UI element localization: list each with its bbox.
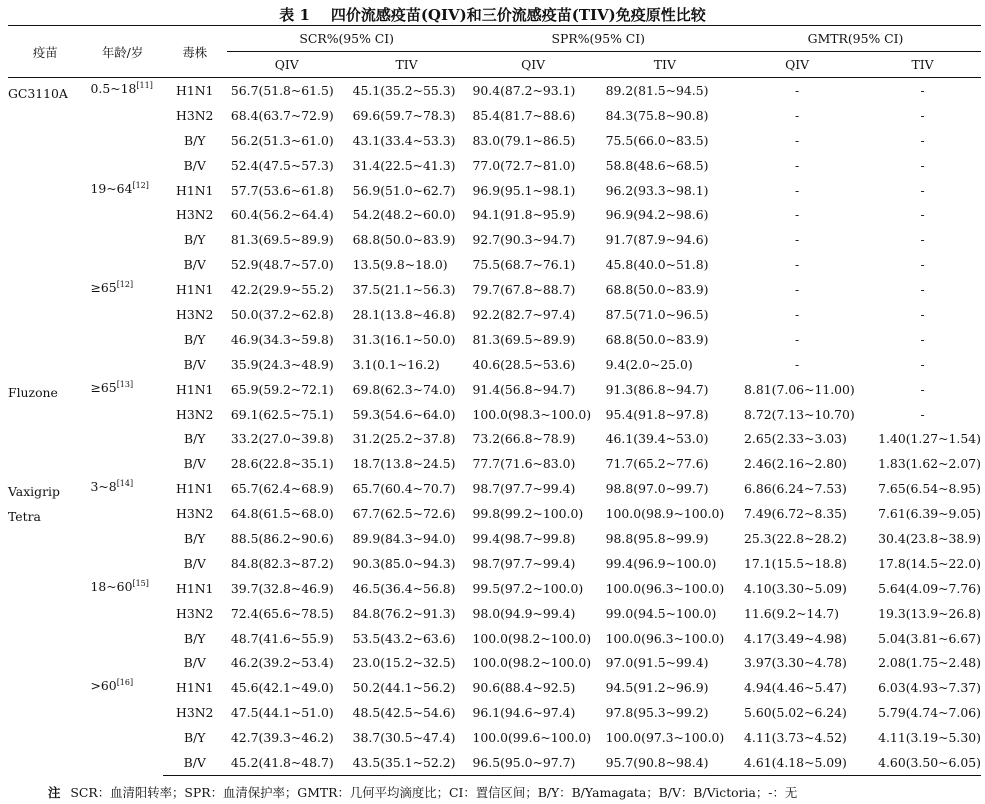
- scr-tiv-cell: 50.2(44.1~56.2): [352, 680, 456, 696]
- spr-qiv-cell: 96.5(95.0~97.7): [467, 750, 600, 775]
- scr-qiv-cell: 68.4(63.7~72.9): [230, 107, 334, 123]
- age-range: 19~64: [90, 180, 133, 196]
- scr-qiv-cell: 33.2(27.0~39.8): [230, 431, 334, 447]
- strain-cell: H3N2: [176, 705, 214, 721]
- vaccine-cell: [8, 476, 83, 775]
- gmtr-qiv-cell: 8.72(7.13~10.70): [744, 406, 855, 422]
- scr-tiv-cell: 69.8(62.3~74.0): [352, 381, 456, 397]
- header-age: 年龄/岁: [83, 26, 163, 78]
- scr-tiv-cell: 90.3(85.0~94.3): [352, 555, 456, 571]
- table-row: [8, 377, 981, 402]
- gmtr-qiv-cell: -: [794, 207, 800, 223]
- gmtr-tiv-cell: 7.65(6.54~8.95): [878, 481, 981, 497]
- vaccine-name: Vaxigrip: [8, 484, 60, 500]
- scr-qiv-cell: 56.2(51.3~61.0): [230, 132, 334, 148]
- citation-ref: [12]: [132, 180, 149, 190]
- age-cell: [83, 576, 163, 676]
- age-range: >60: [90, 678, 117, 694]
- strain-cell: H3N2: [176, 306, 214, 322]
- spr-qiv-cell: 81.3(69.5~89.9): [472, 331, 576, 347]
- strain-cell: H3N2: [176, 406, 214, 422]
- gmtr-tiv-cell: -: [920, 282, 925, 298]
- gmtr-tiv-cell: 7.61(6.39~9.05): [878, 506, 981, 522]
- spr-qiv-cell: 96.1(94.6~97.4): [472, 705, 576, 721]
- gmtr-tiv-cell: 6.03(4.93~7.37): [878, 680, 981, 696]
- citation-ref: [11]: [136, 80, 153, 90]
- gmtr-tiv-cell: 5.04(3.81~6.67): [878, 630, 981, 646]
- spr-qiv-cell: 100.0(98.2~100.0): [472, 630, 592, 646]
- age-range: ≥65: [90, 379, 117, 395]
- gmtr-tiv-cell: -: [920, 132, 925, 148]
- spr-tiv-cell: 68.8(50.0~83.9): [605, 282, 709, 298]
- header-scr-qiv: QIV: [227, 52, 347, 78]
- scr-qiv-cell: 35.9(24.3~48.9): [230, 356, 334, 372]
- scr-tiv-cell: 31.2(25.2~37.8): [352, 431, 456, 447]
- gmtr-tiv-cell: -: [920, 157, 925, 173]
- spr-qiv-cell: 75.5(68.7~76.1): [472, 257, 576, 273]
- spr-tiv-cell: 100.0(98.9~100.0): [605, 506, 725, 522]
- scr-qiv-cell: 52.9(48.7~57.0): [230, 257, 334, 273]
- strain-cell: B/V: [183, 555, 206, 571]
- scr-tiv-cell: 54.2(48.2~60.0): [352, 207, 456, 223]
- strain-cell: B/Y: [183, 630, 206, 646]
- scr-qiv-cell: 39.7(32.8~46.9): [230, 580, 334, 596]
- gmtr-tiv-cell: 5.79(4.74~7.06): [878, 705, 981, 721]
- spr-qiv-cell: 99.5(97.2~100.0): [472, 580, 584, 596]
- gmtr-qiv-cell: 4.61(4.18~5.09): [730, 750, 864, 775]
- immunogenicity-table: [8, 25, 981, 776]
- spr-tiv-cell: 68.8(50.0~83.9): [605, 331, 709, 347]
- spr-qiv-cell: 100.0(98.3~100.0): [472, 406, 592, 422]
- scr-tiv-cell: 67.7(62.5~72.6): [352, 506, 456, 522]
- scr-tiv-cell: 3.1(0.1~16.2): [352, 356, 440, 372]
- spr-qiv-cell: 73.2(66.8~78.9): [472, 431, 576, 447]
- spr-qiv-cell: 98.0(94.9~99.4): [472, 605, 576, 621]
- gmtr-tiv-cell: -: [920, 306, 925, 322]
- citation-ref: [12]: [116, 280, 134, 289]
- scr-tiv-cell: 68.8(50.0~83.9): [352, 232, 456, 248]
- scr-tiv-cell: 18.7(13.8~24.5): [352, 456, 456, 472]
- scr-qiv-cell: 81.3(69.5~89.9): [230, 232, 334, 248]
- spr-qiv-cell: 79.7(67.8~88.7): [472, 282, 576, 298]
- spr-tiv-cell: 75.5(66.0~83.5): [605, 132, 709, 148]
- scr-qiv-cell: 45.6(42.1~49.0): [230, 680, 334, 696]
- header-gmtr-qiv: QIV: [730, 52, 864, 78]
- spr-qiv-cell: 98.7(97.7~99.4): [472, 481, 576, 497]
- scr-qiv-cell: 60.4(56.2~64.4): [230, 207, 334, 223]
- gmtr-tiv-cell: -: [920, 207, 925, 223]
- age-cell: [83, 476, 163, 576]
- scr-qiv-cell: 72.4(65.6~78.5): [230, 605, 334, 621]
- spr-qiv-cell: 91.4(56.8~94.7): [472, 381, 576, 397]
- header-scr-tiv: TIV: [347, 52, 467, 78]
- gmtr-qiv-cell: -: [794, 132, 800, 148]
- gmtr-qiv-cell: -: [794, 257, 800, 273]
- gmtr-qiv-cell: -: [794, 356, 800, 372]
- gmtr-qiv-cell: 25.3(22.8~28.2): [744, 530, 847, 546]
- citation-ref: [15]: [132, 578, 149, 588]
- scr-tiv-cell: 56.9(51.0~62.7): [352, 182, 456, 198]
- gmtr-tiv-cell: 4.11(3.19~5.30): [878, 730, 981, 746]
- table-caption-title: 四价流感疫苗(QIV)和三价流感疫苗(TIV)免疫原性比较: [330, 6, 706, 24]
- spr-tiv-cell: 100.0(97.3~100.0): [605, 730, 725, 746]
- scr-tiv-cell: 45.1(35.2~55.3): [352, 82, 456, 98]
- header-vaccine: 疫苗: [8, 26, 83, 78]
- spr-tiv-cell: 95.4(91.8~97.8): [605, 406, 709, 422]
- spr-tiv-cell: 9.4(2.0~25.0): [605, 356, 693, 372]
- spr-tiv-cell: 100.0(96.3~100.0): [605, 580, 725, 596]
- scr-tiv-cell: 46.5(36.4~56.8): [352, 580, 456, 596]
- spr-qiv-cell: 92.7(90.3~94.7): [472, 232, 576, 248]
- spr-tiv-cell: 94.5(91.2~96.9): [605, 680, 709, 696]
- age-cell: [83, 178, 163, 278]
- spr-tiv-cell: 58.8(48.6~68.5): [605, 157, 709, 173]
- scr-qiv-cell: 65.7(62.4~68.9): [230, 481, 334, 497]
- spr-tiv-cell: 97.0(91.5~99.4): [605, 655, 709, 671]
- age-cell: [83, 78, 163, 178]
- table-row: [8, 277, 981, 302]
- citation-ref: [13]: [116, 379, 134, 389]
- scr-tiv-cell: 69.6(59.7~78.3): [352, 107, 456, 123]
- strain-cell: H1N1: [176, 580, 214, 596]
- gmtr-qiv-cell: -: [794, 331, 800, 347]
- strain-cell: H3N2: [176, 605, 214, 621]
- gmtr-tiv-cell: -: [920, 257, 925, 273]
- scr-qiv-cell: 50.0(37.2~62.8): [230, 306, 334, 322]
- spr-qiv-cell: 98.7(97.7~99.4): [472, 555, 576, 571]
- scr-qiv-cell: 56.7(51.8~61.5): [230, 82, 334, 98]
- scr-tiv-cell: 43.5(35.1~52.2): [347, 750, 467, 775]
- spr-tiv-cell: 99.4(96.9~100.0): [605, 555, 717, 571]
- spr-qiv-cell: 100.0(98.2~100.0): [472, 655, 592, 671]
- age-range: 18~60: [90, 578, 133, 594]
- gmtr-tiv-cell: -: [920, 406, 925, 422]
- spr-tiv-cell: 95.7(90.8~98.4): [600, 750, 730, 775]
- spr-tiv-cell: 98.8(97.0~99.7): [605, 481, 709, 497]
- gmtr-tiv-cell: -: [920, 381, 925, 397]
- gmtr-qiv-cell: 4.10(3.30~5.09): [744, 580, 847, 596]
- table-note: [48, 783, 797, 801]
- scr-qiv-cell: 65.9(59.2~72.1): [230, 381, 334, 397]
- scr-qiv-cell: 52.4(47.5~57.3): [230, 157, 334, 173]
- spr-qiv-cell: 96.9(95.1~98.1): [472, 182, 576, 198]
- gmtr-qiv-cell: 3.97(3.30~4.78): [744, 655, 847, 671]
- table-row: [8, 476, 981, 501]
- scr-tiv-cell: 65.7(60.4~70.7): [352, 481, 456, 497]
- strain-cell: B/V: [183, 356, 206, 372]
- scr-qiv-cell: 42.2(29.9~55.2): [230, 282, 334, 298]
- scr-tiv-cell: 43.1(33.4~53.3): [352, 132, 456, 148]
- spr-qiv-cell: 90.4(87.2~93.1): [472, 82, 576, 98]
- table-caption: [0, 4, 985, 25]
- table-row: [8, 178, 981, 203]
- scr-qiv-cell: 46.2(39.2~53.4): [230, 655, 334, 671]
- citation-ref: [14]: [116, 479, 134, 489]
- spr-qiv-cell: 85.4(81.7~88.6): [472, 107, 576, 123]
- gmtr-qiv-cell: -: [794, 182, 800, 198]
- strain-cell: B/V: [163, 750, 227, 775]
- spr-qiv-cell: 100.0(99.6~100.0): [472, 730, 592, 746]
- spr-qiv-cell: 77.0(72.7~81.0): [472, 157, 576, 173]
- strain-cell: B/Y: [183, 530, 206, 546]
- gmtr-qiv-cell: -: [794, 232, 800, 248]
- age-range: ≥65: [90, 280, 117, 296]
- vaccine-cell: [8, 377, 83, 477]
- spr-tiv-cell: 98.8(95.8~99.9): [605, 530, 709, 546]
- strain-cell: B/V: [183, 257, 206, 273]
- strain-cell: H1N1: [176, 381, 214, 397]
- spr-tiv-cell: 97.8(95.3~99.2): [605, 705, 709, 721]
- scr-qiv-cell: 48.7(41.6~55.9): [230, 630, 334, 646]
- gmtr-qiv-cell: 7.49(6.72~8.35): [744, 506, 847, 522]
- spr-tiv-cell: 71.7(65.2~77.6): [605, 456, 709, 472]
- spr-tiv-cell: 89.2(81.5~94.5): [605, 82, 709, 98]
- strain-cell: H1N1: [176, 481, 214, 497]
- vaccine-cell: [8, 78, 83, 377]
- gmtr-qiv-cell: 4.94(4.46~5.47): [744, 680, 847, 696]
- age-range: 0.5~18: [90, 81, 137, 96]
- vaccine-name: GC3110A: [8, 86, 68, 101]
- scr-tiv-cell: 89.9(84.3~94.0): [352, 530, 456, 546]
- gmtr-qiv-cell: 17.1(15.5~18.8): [744, 555, 847, 571]
- gmtr-qiv-cell: -: [794, 306, 800, 322]
- header-gmtr-tiv: TIV: [864, 52, 981, 78]
- gmtr-qiv-cell: 2.46(2.16~2.80): [744, 456, 847, 472]
- scr-tiv-cell: 13.5(9.8~18.0): [352, 257, 448, 273]
- strain-cell: B/Y: [183, 132, 206, 148]
- strain-cell: B/Y: [183, 331, 206, 347]
- gmtr-qiv-cell: 5.60(5.02~6.24): [744, 705, 847, 721]
- strain-cell: H1N1: [176, 680, 214, 696]
- gmtr-qiv-cell: 11.6(9.2~14.7): [744, 605, 839, 621]
- gmtr-qiv-cell: 8.81(7.06~11.00): [744, 381, 855, 397]
- note-label: 注: [48, 785, 61, 800]
- strain-cell: H3N2: [176, 107, 214, 123]
- gmtr-tiv-cell: -: [920, 356, 925, 372]
- strain-cell: B/Y: [183, 730, 206, 746]
- spr-tiv-cell: 84.3(75.8~90.8): [605, 107, 709, 123]
- spr-qiv-cell: 90.6(88.4~92.5): [472, 680, 576, 696]
- gmtr-tiv-cell: 17.8(14.5~22.0): [878, 555, 981, 571]
- scr-tiv-cell: 28.1(13.8~46.8): [352, 306, 456, 322]
- scr-qiv-cell: 88.5(86.2~90.6): [230, 530, 334, 546]
- scr-qiv-cell: 42.7(39.3~46.2): [230, 730, 334, 746]
- gmtr-tiv-cell: -: [920, 182, 925, 198]
- spr-qiv-cell: 77.7(71.6~83.0): [472, 456, 576, 472]
- header-spr-tiv: TIV: [600, 52, 730, 78]
- spr-qiv-cell: 92.2(82.7~97.4): [472, 306, 576, 322]
- header-strain: 毒株: [163, 26, 227, 78]
- gmtr-tiv-cell: 2.08(1.75~2.48): [878, 655, 981, 671]
- strain-cell: B/V: [183, 157, 206, 173]
- table-body: [8, 78, 981, 776]
- table-row: [8, 78, 981, 103]
- strain-cell: B/Y: [183, 431, 206, 447]
- gmtr-qiv-cell: 6.86(6.24~7.53): [744, 481, 847, 497]
- scr-qiv-cell: 28.6(22.8~35.1): [230, 456, 334, 472]
- scr-tiv-cell: 31.3(16.1~50.0): [352, 331, 456, 347]
- header-spr: SPR%(95% CI): [467, 26, 731, 52]
- strain-cell: B/Y: [183, 232, 206, 248]
- scr-tiv-cell: 53.5(43.2~63.6): [352, 630, 456, 646]
- spr-tiv-cell: 99.0(94.5~100.0): [605, 605, 717, 621]
- gmtr-qiv-cell: -: [794, 82, 800, 98]
- gmtr-qiv-cell: -: [794, 157, 800, 173]
- table-row: [8, 675, 981, 700]
- spr-tiv-cell: 46.1(39.4~53.0): [605, 431, 709, 447]
- gmtr-tiv-cell: 4.60(3.50~6.05): [864, 750, 981, 775]
- table-caption-label: 表 1: [279, 6, 310, 24]
- age-cell: [83, 675, 163, 775]
- scr-tiv-cell: 59.3(54.6~64.0): [352, 406, 456, 422]
- gmtr-qiv-cell: -: [794, 107, 800, 123]
- spr-tiv-cell: 96.9(94.2~98.6): [605, 207, 709, 223]
- age-range: 3~8: [90, 479, 117, 495]
- gmtr-tiv-cell: 5.64(4.09~7.76): [878, 580, 981, 596]
- header-spr-qiv: QIV: [467, 52, 600, 78]
- gmtr-tiv-cell: 1.40(1.27~1.54): [878, 431, 981, 447]
- gmtr-qiv-cell: -: [794, 282, 800, 298]
- gmtr-tiv-cell: 30.4(23.8~38.9): [878, 530, 981, 546]
- scr-qiv-cell: 69.1(62.5~75.1): [230, 406, 334, 422]
- gmtr-tiv-cell: -: [920, 107, 925, 123]
- age-cell: [83, 377, 163, 477]
- gmtr-qiv-cell: 4.11(3.73~4.52): [744, 730, 847, 746]
- spr-tiv-cell: 91.7(87.9~94.6): [605, 232, 709, 248]
- scr-tiv-cell: 23.0(15.2~32.5): [352, 655, 456, 671]
- note-text: SCR：血清阳转率；SPR：血清保护率；GMTR：几何平均滴度比；CI：置信区间；B/Y：B/Yamagata；B/V：B/Victoria；-：无: [70, 785, 798, 800]
- header-scr: SCR%(95% CI): [227, 26, 467, 52]
- strain-cell: H1N1: [176, 82, 214, 98]
- scr-qiv-cell: 46.9(34.3~59.8): [230, 331, 334, 347]
- gmtr-tiv-cell: 1.83(1.62~2.07): [878, 456, 981, 472]
- strain-cell: H3N2: [176, 207, 214, 223]
- spr-qiv-cell: 40.6(28.5~53.6): [472, 356, 576, 372]
- strain-cell: B/V: [183, 456, 206, 472]
- scr-qiv-cell: 57.7(53.6~61.8): [230, 182, 334, 198]
- scr-qiv-cell: 84.8(82.3~87.2): [230, 555, 334, 571]
- scr-tiv-cell: 48.5(42.5~54.6): [352, 705, 456, 721]
- spr-tiv-cell: 91.3(86.8~94.7): [605, 381, 709, 397]
- age-cell: [83, 277, 163, 377]
- vaccine-name: Tetra: [8, 509, 41, 525]
- gmtr-tiv-cell: 19.3(13.9~26.8): [878, 605, 981, 621]
- spr-tiv-cell: 96.2(93.3~98.1): [605, 182, 709, 198]
- spr-tiv-cell: 100.0(96.3~100.0): [605, 630, 725, 646]
- gmtr-qiv-cell: 4.17(3.49~4.98): [744, 630, 847, 646]
- scr-qiv-cell: 47.5(44.1~51.0): [230, 705, 334, 721]
- scr-tiv-cell: 37.5(21.1~56.3): [352, 282, 456, 298]
- table-row: [8, 576, 981, 601]
- gmtr-tiv-cell: -: [920, 82, 925, 98]
- strain-cell: H1N1: [176, 282, 214, 298]
- strain-cell: B/V: [183, 655, 206, 671]
- citation-ref: [16]: [116, 678, 134, 688]
- scr-qiv-cell: 64.8(61.5~68.0): [230, 506, 334, 522]
- spr-qiv-cell: 99.4(98.7~99.8): [472, 530, 576, 546]
- spr-qiv-cell: 99.8(99.2~100.0): [472, 506, 584, 522]
- strain-cell: H1N1: [176, 182, 214, 198]
- scr-tiv-cell: 84.8(76.2~91.3): [352, 605, 456, 621]
- scr-tiv-cell: 31.4(22.5~41.3): [352, 157, 456, 173]
- scr-tiv-cell: 38.7(30.5~47.4): [352, 730, 456, 746]
- gmtr-tiv-cell: -: [920, 331, 925, 347]
- vaccine-name: Fluzone: [8, 384, 58, 400]
- gmtr-qiv-cell: 2.65(2.33~3.03): [744, 431, 847, 447]
- spr-qiv-cell: 83.0(79.1~86.5): [472, 132, 576, 148]
- spr-qiv-cell: 94.1(91.8~95.9): [472, 207, 576, 223]
- header-gmtr: GMTR(95% CI): [730, 26, 981, 52]
- scr-qiv-cell: 45.2(41.8~48.7): [227, 750, 347, 775]
- gmtr-tiv-cell: -: [920, 232, 925, 248]
- spr-tiv-cell: 87.5(71.0~96.5): [605, 306, 709, 322]
- strain-cell: H3N2: [176, 506, 214, 522]
- spr-tiv-cell: 45.8(40.0~51.8): [605, 257, 709, 273]
